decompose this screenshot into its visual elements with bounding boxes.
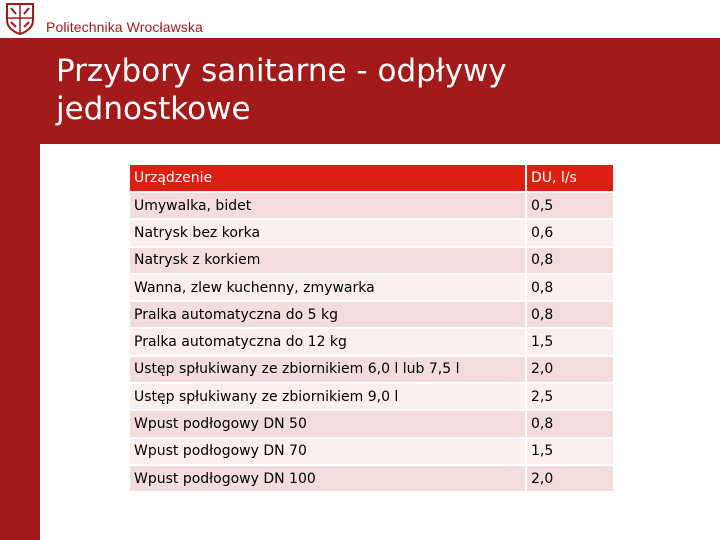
table-row xyxy=(130,220,613,245)
device-cell: Pralka automatyczna do 12 kg xyxy=(130,329,525,354)
table-row xyxy=(130,357,613,382)
slide-header xyxy=(0,0,720,38)
slide-title xyxy=(56,52,507,128)
drainage-table xyxy=(128,163,615,493)
title-band xyxy=(40,38,720,144)
device-cell: Ustęp spłukiwany ze zbiornikiem 9,0 l xyxy=(130,384,525,409)
table-header-row xyxy=(130,165,613,191)
table-row xyxy=(130,302,613,327)
column-header-du: DU, l/s xyxy=(527,165,613,191)
device-cell: Pralka automatyczna do 5 kg xyxy=(130,302,525,327)
du-value-cell: 0,8 xyxy=(527,411,613,436)
table-row xyxy=(130,248,613,273)
table-row xyxy=(130,466,613,491)
table-row xyxy=(130,439,613,464)
slide-title-line-2: jednostkowe xyxy=(56,91,251,127)
device-cell: Umywalka, bidet xyxy=(130,193,525,218)
device-cell: Natrysk bez korka xyxy=(130,220,525,245)
du-value-cell: 0,8 xyxy=(527,275,613,300)
table-row xyxy=(130,193,613,218)
device-cell: Wpust podłogowy DN 70 xyxy=(130,439,525,464)
device-cell: Wpust podłogowy DN 50 xyxy=(130,411,525,436)
du-value-cell: 1,5 xyxy=(527,329,613,354)
table-row xyxy=(130,411,613,436)
du-value-cell: 2,0 xyxy=(527,466,613,491)
university-crest-icon xyxy=(4,2,36,35)
slide-title-line-1: Przybory sanitarne - odpływy xyxy=(56,53,507,89)
du-value-cell: 2,5 xyxy=(527,384,613,409)
column-header-device: Urządzenie xyxy=(130,165,525,191)
left-accent-bar xyxy=(0,38,40,540)
table-row xyxy=(130,275,613,300)
table-row xyxy=(130,384,613,409)
du-value-cell: 1,5 xyxy=(527,439,613,464)
du-value-cell: 0,8 xyxy=(527,248,613,273)
device-cell: Ustęp spłukiwany ze zbiornikiem 6,0 l lub 7,5 l xyxy=(130,357,525,382)
device-cell: Wpust podłogowy DN 100 xyxy=(130,466,525,491)
device-cell: Natrysk z korkiem xyxy=(130,248,525,273)
du-value-cell: 0,5 xyxy=(527,193,613,218)
device-cell: Wanna, zlew kuchenny, zmywarka xyxy=(130,275,525,300)
du-value-cell: 0,6 xyxy=(527,220,613,245)
du-value-cell: 2,0 xyxy=(527,357,613,382)
table-row xyxy=(130,329,613,354)
university-name: Politechnika Wrocławska xyxy=(46,19,203,35)
table-body xyxy=(130,193,613,491)
du-value-cell: 0,8 xyxy=(527,302,613,327)
